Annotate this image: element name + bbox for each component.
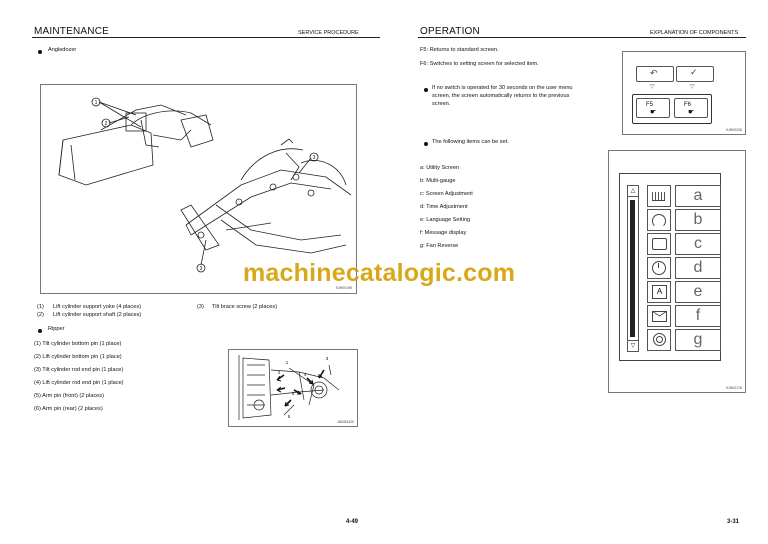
menu-item-b: b [675,209,721,231]
left-page-section: SERVICE PROCEDURE [298,30,359,36]
ripper-callout-2: 2 [277,370,281,375]
right-header-rule [418,37,746,38]
settings-item: g: Fan Reverse [420,243,459,249]
figure-id: 9JH00176 [726,386,742,390]
figure-id: 9JH00195 [336,286,352,290]
bullet [424,88,428,92]
callout-3: 3 [199,266,203,272]
ripper-item: (4) Lift cylinder rod end pin (1 place) [34,380,124,386]
confirm-switch [676,66,714,82]
ripper-callout-6: 6 [291,391,295,396]
figure-id: 9JH00226 [726,128,742,132]
bullet [424,142,428,146]
scrollbar-thumb [630,200,635,337]
f6-label: F6 [684,102,692,108]
f6-switch [674,98,708,118]
ripper-item: (5) Arm pin (front) (2 places) [34,393,104,399]
f5-label: F5 [646,102,654,108]
note-line: screen. [432,101,451,107]
ripper-callout-3: 3 [325,356,329,361]
bullet [38,50,42,54]
legend-text-2: Lift cylinder support shaft (2 places) [53,312,142,318]
legend-text-1: Lift cylinder support yoke (4 places) [53,304,141,310]
right-page-section: EXPLANATION OF COMPONENTS [650,30,739,36]
callout-3: 3 [312,155,316,161]
ripper-item: (3) Tilt cylinder rod end pin (1 place) [34,367,124,373]
ripper-item: (1) Tilt cylinder bottom pin (1 place) [34,341,122,347]
legend-text-3: Tilt brace screw (2 places) [212,304,278,310]
hand-pointer-icon: ☛ [650,109,657,116]
items-intro: The following items can be set. [432,139,509,145]
language-icon: A [647,281,671,303]
ripper-drawing [229,350,357,426]
f6-description: F6: Switches to setting screen for selected item. [420,61,539,67]
settings-item: e: Language Setting [420,217,471,223]
fan-reverse-icon [647,329,671,351]
menu-item-e: e [675,281,721,303]
hand-pointer-icon: ☛ [688,109,695,116]
menu-item-a: a [675,185,721,207]
settings-item: c: Screen Adjustment [420,191,473,197]
note-line: If no switch is operated for 30 seconds on the user menu [432,85,573,91]
chevron-down-icon: ▽ [690,84,695,90]
ripper-figure [228,349,358,427]
menu-item-f: f [675,305,721,327]
right-page-number: 3-31 [727,519,740,525]
screen-adjustment-icon [647,233,671,255]
return-switch [636,66,674,82]
right-page-title: OPERATION [420,26,480,37]
ripper-callout-4: 4 [303,372,307,377]
ripper-callout-5: 5 [287,414,291,419]
chevron-down-icon: ▽ [650,84,655,90]
ripper-heading: Ripper [48,326,65,332]
ripper-callout-1: 1 [285,360,289,365]
scroll-up-icon: △ [628,186,638,197]
ripper-item: (6) Arm pin (rear) (2 places) [34,406,103,412]
user-menu-figure [608,150,746,393]
legend-num-3: (3) [197,304,204,310]
left-page-number: 4-49 [346,519,359,525]
left-page-title: MAINTENANCE [34,26,109,37]
menu-item-d: d [675,257,721,279]
clock-icon [647,257,671,279]
settings-item: d: Time Adjustment [420,204,468,210]
ripper-item: (2) Lift cylinder bottom pin (1 place) [34,354,122,360]
watermark: machinecatalogic.com [243,259,516,287]
left-header-rule [32,37,380,38]
figure-id: AD053420 [337,420,354,424]
legend-num-1: (1) [37,304,44,310]
note-line: screen, the screen automatically returns to the previous [432,93,570,99]
message-icon [647,305,671,327]
return-arrow-icon: ↶ [650,68,658,78]
f5-description: F5: Returns to standard screen. [420,47,499,53]
multi-gauge-icon [647,209,671,231]
settings-item: b: Multi-gauge [420,178,456,184]
settings-item: a: Utility Screen [420,165,460,171]
callout-2: 2 [104,121,108,127]
utility-screen-icon [647,185,671,207]
legend-num-2: (2) [37,312,44,318]
scroll-down-icon: ▽ [628,340,638,351]
f5-switch [636,98,670,118]
menu-item-g: g [675,329,721,351]
menu-item-c: c [675,233,721,255]
settings-item: f: Message display [420,230,467,236]
angledozer-heading: Angledozer [48,47,77,53]
bullet [38,329,42,333]
function-switch-figure [622,51,746,135]
menu-scrollbar [627,185,639,352]
check-icon: ✓ [690,67,698,77]
callout-1: 1 [94,100,98,106]
